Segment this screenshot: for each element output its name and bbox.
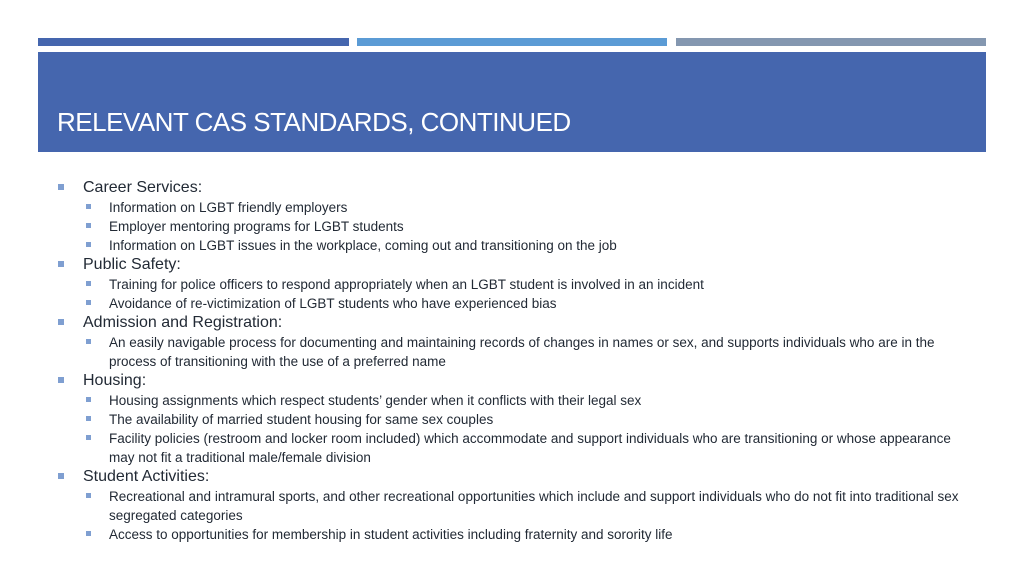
sub-list xyxy=(83,275,977,313)
sub-list xyxy=(83,198,977,255)
item-text: Facility policies (restroom and locker room included) which accommodate and support individuals who are transitioning or whose appearance may not fit a traditional male/female division xyxy=(109,431,951,465)
list-item xyxy=(83,525,977,544)
square-bullet-icon xyxy=(86,416,91,421)
item-text: Access to opportunities for membership in student activities including fraternity and sorority life xyxy=(109,527,673,542)
list-item xyxy=(83,333,977,371)
square-bullet-icon xyxy=(86,435,91,440)
list-item xyxy=(83,236,977,255)
square-bullet-icon xyxy=(86,531,91,536)
sub-list xyxy=(83,333,977,371)
accent-bar-right xyxy=(676,38,986,46)
item-text: Housing assignments which respect students’ gender when it conflicts with their legal sex xyxy=(109,393,642,408)
square-bullet-icon xyxy=(58,473,64,479)
item-text: Recreational and intramural sports, and other recreational opportunities which include and support individuals who do not fit into traditional sex segregated categories xyxy=(109,489,959,523)
section-admission-registration xyxy=(57,313,977,371)
list-item xyxy=(83,198,977,217)
square-bullet-icon xyxy=(86,242,91,247)
square-bullet-icon xyxy=(86,204,91,209)
list-item xyxy=(83,391,977,410)
list-item xyxy=(83,217,977,236)
list-item xyxy=(83,275,977,294)
section-heading: Housing: xyxy=(83,372,147,389)
square-bullet-icon xyxy=(58,319,64,325)
section-heading: Public Safety: xyxy=(83,256,181,273)
square-bullet-icon xyxy=(86,281,91,286)
square-bullet-icon xyxy=(86,300,91,305)
section-public-safety xyxy=(57,255,977,313)
square-bullet-icon xyxy=(58,184,64,190)
title-band xyxy=(38,52,986,152)
sub-list xyxy=(83,487,977,544)
section-heading: Student Activities: xyxy=(83,468,210,485)
square-bullet-icon xyxy=(86,397,91,402)
item-text: Avoidance of re-victimization of LGBT students who have experienced bias xyxy=(109,296,557,311)
section-student-activities xyxy=(57,467,977,544)
square-bullet-icon xyxy=(86,223,91,228)
item-text: The availability of married student housing for same sex couples xyxy=(109,412,494,427)
item-text: Training for police officers to respond appropriately when an LGBT student is involved in an incident xyxy=(109,277,704,292)
square-bullet-icon xyxy=(58,377,64,383)
square-bullet-icon xyxy=(86,339,91,344)
item-text: An easily navigable process for documenting and maintaining records of changes in names or sex, and supports individuals who are in the process of transitioning with the use of a preferred name xyxy=(109,335,935,369)
item-text: Information on LGBT issues in the workplace, coming out and transitioning on the job xyxy=(109,238,617,253)
section-heading: Career Services: xyxy=(83,179,203,196)
accent-bar-left xyxy=(38,38,349,46)
section-housing xyxy=(57,371,977,467)
list-item xyxy=(83,487,977,525)
list-item xyxy=(83,294,977,313)
section-heading: Admission and Registration: xyxy=(83,314,283,331)
slide-title: RELEVANT CAS STANDARDS, CONTINUED xyxy=(57,107,571,137)
section-career-services xyxy=(57,178,977,255)
item-text: Employer mentoring programs for LGBT students xyxy=(109,219,404,234)
bullet-list xyxy=(57,178,977,544)
square-bullet-icon xyxy=(58,261,64,267)
list-item xyxy=(83,410,977,429)
square-bullet-icon xyxy=(86,493,91,498)
list-item xyxy=(83,429,977,467)
item-text: Information on LGBT friendly employers xyxy=(109,200,348,215)
sub-list xyxy=(83,391,977,467)
accent-bar-middle xyxy=(357,38,667,46)
